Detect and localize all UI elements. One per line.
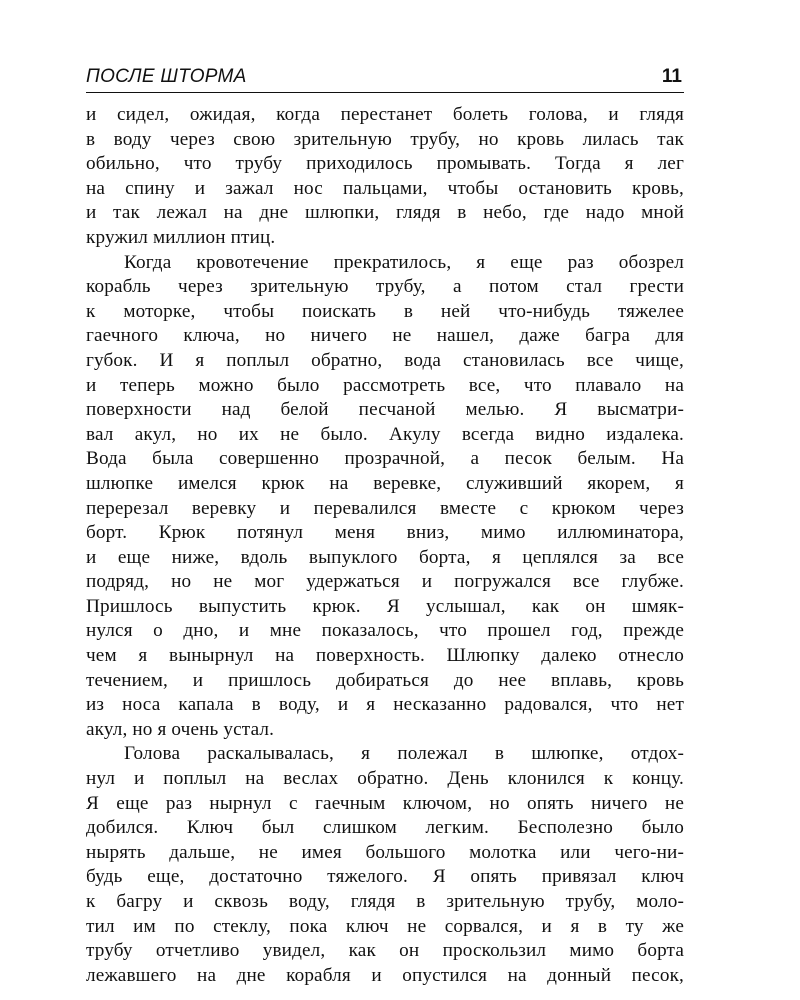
text-line: Пришлось выпустить крюк. Я услышал, как он шмяк- [86, 595, 684, 617]
text-line: кружил миллион птиц. [86, 226, 276, 248]
text-line: и сидел, ожидая, когда перестанет болеть голова, и глядя [86, 104, 684, 125]
text-line: и теперь можно было рассмотреть все, что плавало на [86, 374, 684, 396]
text-line: обильно, что трубу приходилось промывать. Тогда я лег [86, 153, 684, 175]
text-line: лежавшего на дне корабля и опустился на донный песок, [86, 964, 684, 986]
paragraph-1 [86, 103, 684, 251]
text-line: борт. Крюк потянул меня вниз, мимо иллюминатора, [86, 522, 684, 544]
running-head [86, 66, 684, 93]
text-line: чем я вынырнул на поверхность. Шлюпку далеко отнесло [86, 645, 684, 667]
text-line: и так лежал на дне шлюпки, глядя в небо, где надо мной [86, 202, 684, 224]
text-line: трубу отчетливо увидел, как он проскользил мимо борта [86, 940, 684, 962]
text-line: гаечного ключа, но ничего не нашел, даже багра для [86, 325, 684, 347]
text-line: Голова раскалывалась, я полежал в шлюпке, отдох- [124, 743, 684, 765]
text-line: Я еще раз нырнул с гаечным ключом, но опять ничего не [86, 792, 684, 814]
text-line: и еще ниже, вдоль выпуклого борта, я цеплялся за все [86, 546, 684, 568]
text-line: к моторке, чтобы поискать в ней что-нибудь тяжелее [86, 300, 684, 322]
text-line: подряд, но не мог удержаться и погружался все глубже. [86, 571, 684, 593]
text-line: нырять дальше, не имея большого молотка или чего-ни- [86, 841, 684, 863]
text-line: на спину и зажал нос пальцами, чтобы остановить кровь, [86, 177, 684, 199]
page-number: 11 [661, 66, 682, 87]
text-line: из носа капала в воду, и я несказанно радовался, что нет [86, 694, 684, 716]
text-line: добился. Ключ был слишком легким. Бесполезно было [86, 817, 684, 839]
body-text [86, 103, 684, 988]
paragraph-2 [86, 251, 684, 743]
text-line: корабль через зрительную трубу, а потом стал грести [86, 276, 684, 298]
text-line: шлюпке имелся крюк на веревке, служивший якорем, я [86, 472, 684, 494]
text-line: поверхности над белой песчаной мелью. Я высматри- [86, 399, 684, 421]
book-page [86, 66, 684, 988]
text-line: нул и поплыл на веслах обратно. День клонился к концу. [86, 768, 684, 790]
text-line: в воду через свою зрительную трубу, но кровь лилась так [86, 128, 684, 150]
text-line: будь еще, достаточно тяжелого. Я опять привязал ключ [86, 866, 684, 888]
text-line: Когда кровотечение прекратилось, я еще раз обозрел [124, 251, 684, 273]
text-line: течением, и пришлось добираться до нее вплавь, кровь [86, 669, 684, 691]
text-line: перерезал веревку и перевалился вместе с крюком через [86, 497, 684, 519]
text-line: тил им по стеклу, пока ключ не сорвался, и я в ту же [86, 915, 684, 937]
text-line: акул, но я очень устал. [86, 718, 275, 740]
text-line: нулся о дно, и мне показалось, что прошел год, прежде [86, 620, 684, 642]
paragraph-3 [86, 742, 684, 988]
text-line: вал акул, но их не было. Акулу всегда видно издалека. [86, 423, 684, 445]
text-line: губок. И я поплыл обратно, вода становилась все чище, [86, 349, 684, 371]
running-title: ПОСЛЕ ШТОРМА [86, 66, 247, 87]
text-line: Вода была совершенно прозрачной, а песок белым. На [86, 448, 684, 470]
text-line: к багру и сквозь воду, глядя в зрительную трубу, моло- [86, 891, 684, 912]
